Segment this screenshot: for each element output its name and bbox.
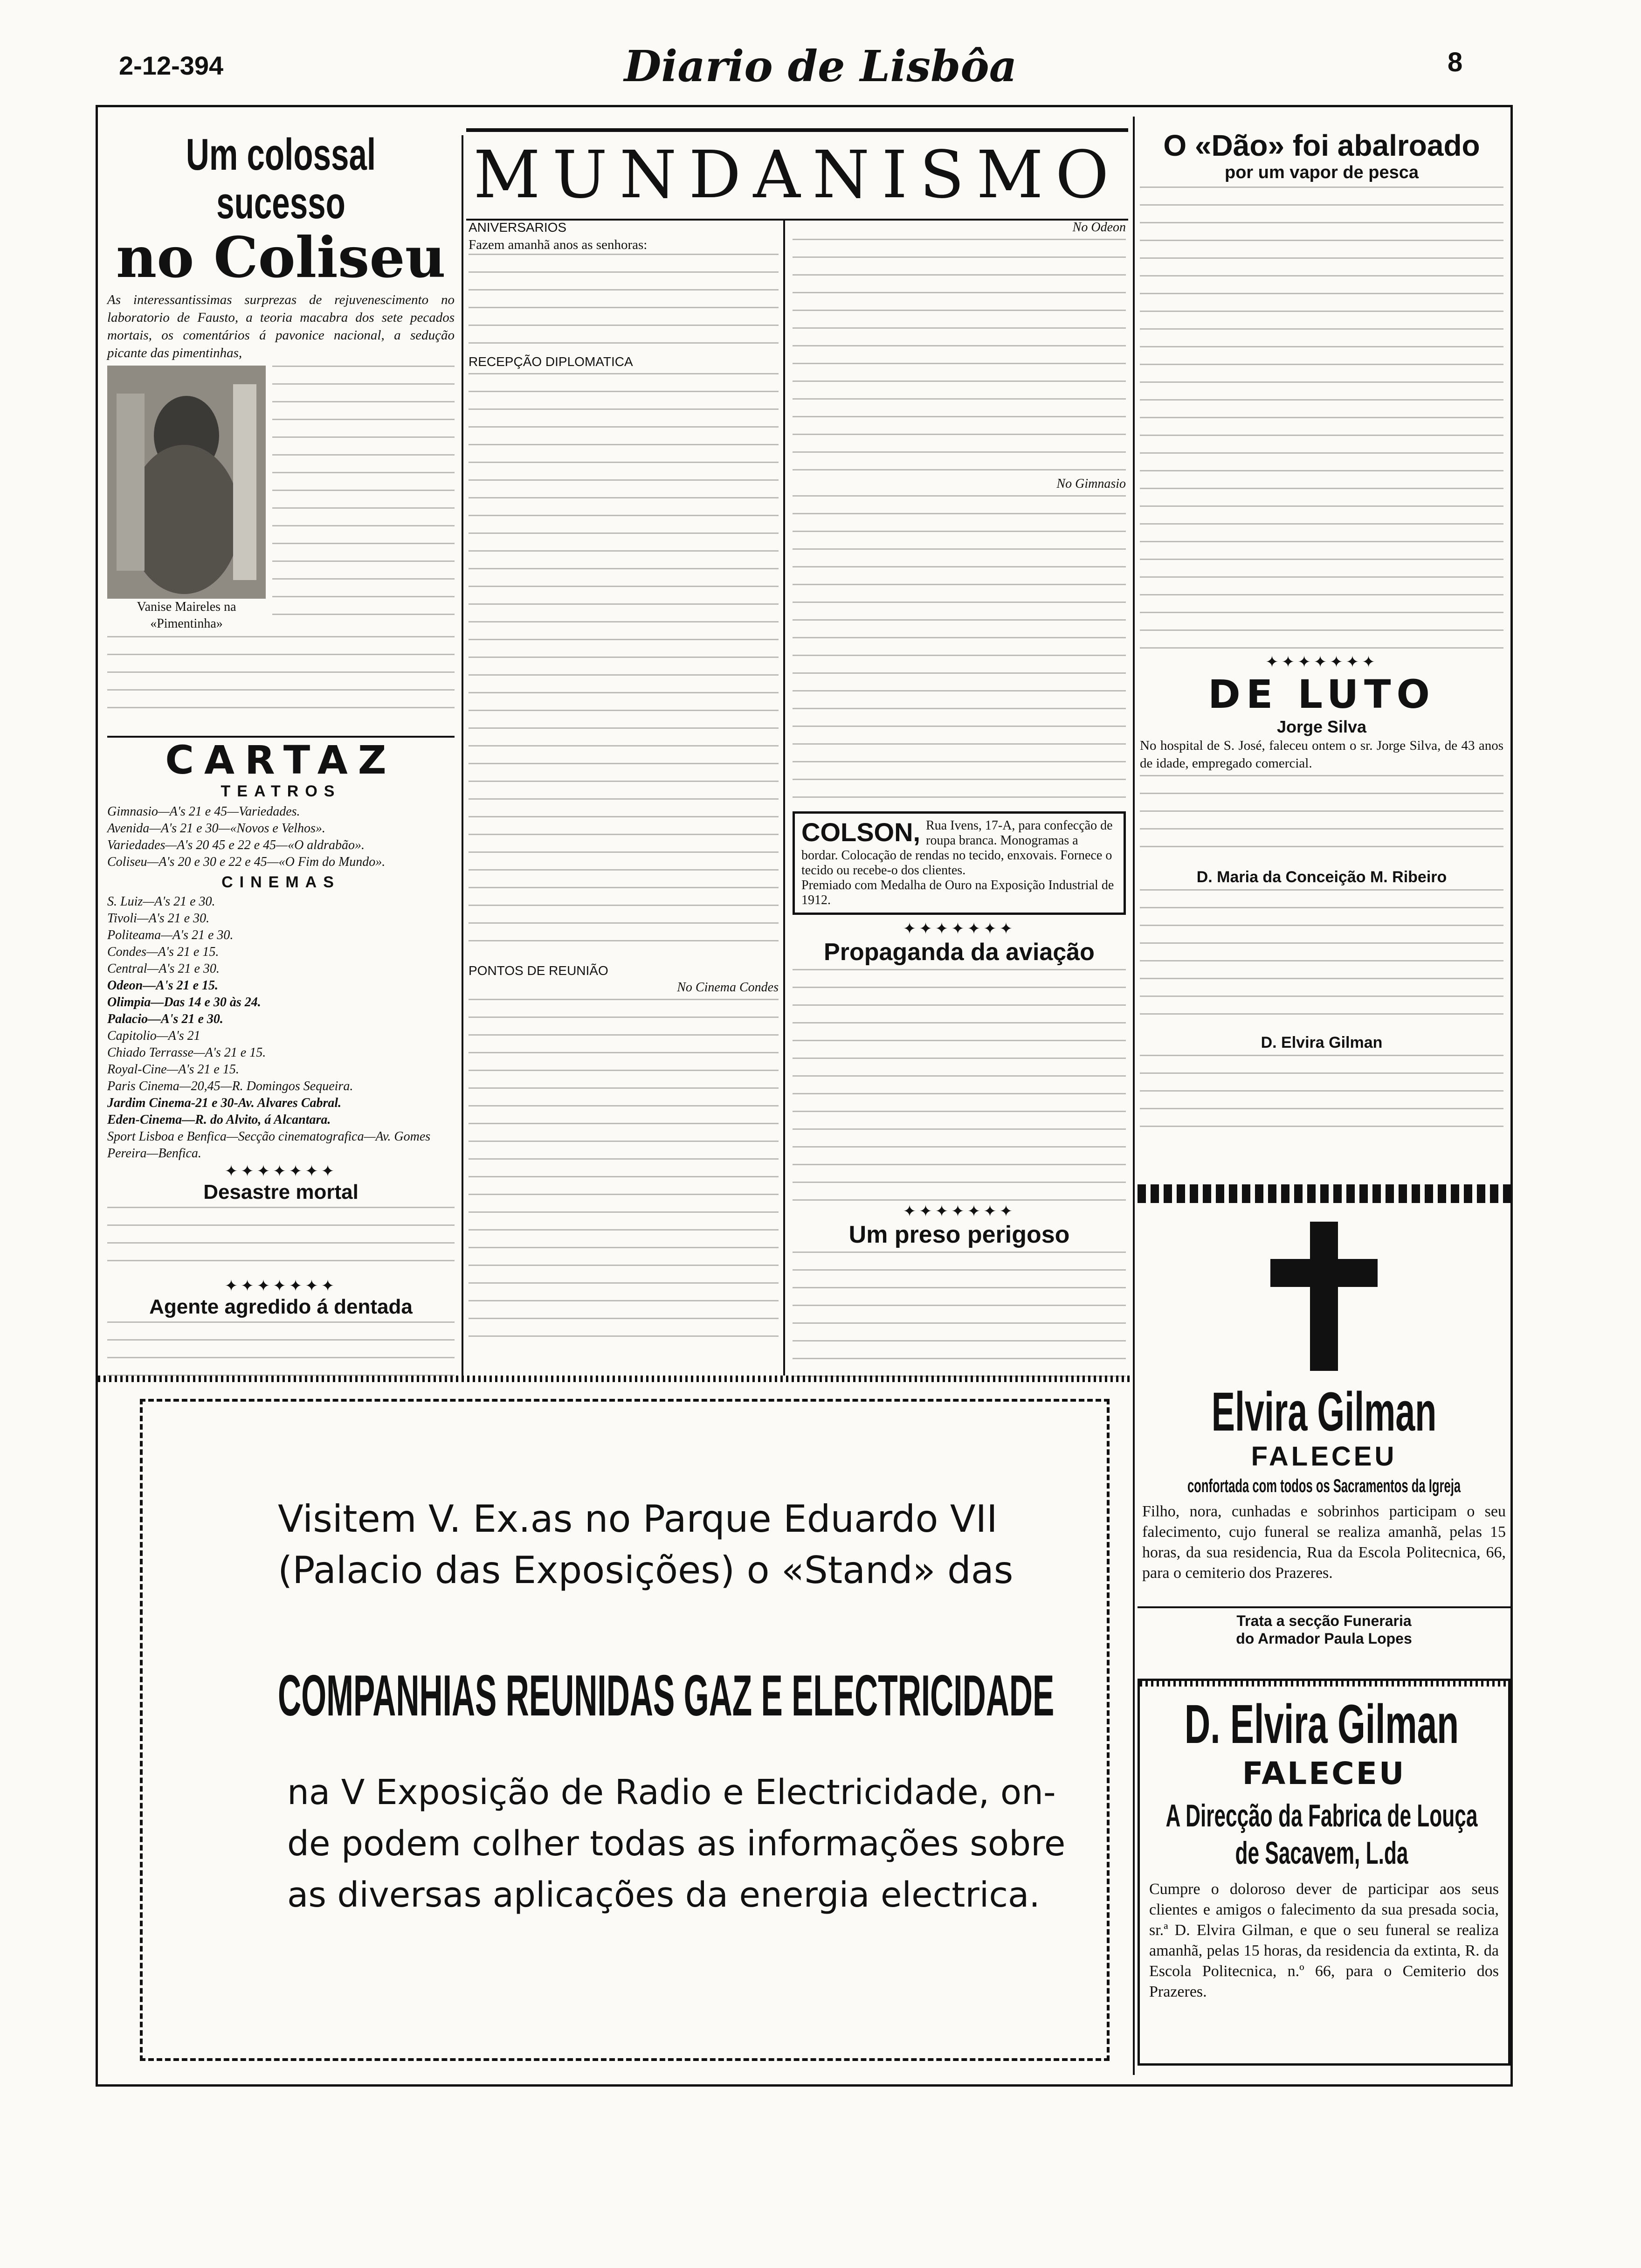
aniversarios-lead: Fazem amanhã anos as senhoras: <box>469 237 648 252</box>
preso-title: Um preso perigoso <box>848 1221 1070 1248</box>
cinema-item: S. Luiz—A's 21 e 30. <box>107 894 215 909</box>
ad-line-4: de podem colher todas as informações sobre <box>287 1824 1066 1864</box>
desastre-body <box>107 1207 455 1277</box>
ornament-divider: ✦✦✦✦✦✦✦ <box>1265 653 1378 671</box>
elvira-small-name: D. Elvira Gilman <box>1261 1034 1383 1051</box>
teatro-item: Gimnasio—A's 21 e 45—Variedades. <box>107 804 300 819</box>
cinema-item: Palacio—A's 21 e 30. <box>107 1012 223 1026</box>
teatros-title: TEATROS <box>221 782 341 800</box>
column-rule <box>462 135 463 1376</box>
obituary-elvira-2 <box>1138 1679 1510 2066</box>
ad-line-1: Visitem V. Ex.as no Parque Eduardo VII <box>278 1497 998 1541</box>
maria-name: D. Maria da Conceição M. Ribeiro <box>1196 868 1447 886</box>
aniversarios-title: ANIVERSARIOS <box>469 220 567 235</box>
cinema-item: Central—A's 21 e 30. <box>107 961 220 976</box>
photo-caption: Vanise Maireles na <box>137 600 236 614</box>
dotted-rule <box>98 1376 1133 1382</box>
mundanismo-col1 <box>469 219 779 1344</box>
coliseu-body <box>272 366 455 632</box>
odeon-venue: No Odeon <box>1072 220 1126 235</box>
obit2-faleceu: FALECEU <box>1242 1756 1406 1791</box>
obit2-company-2: de Sacavem, L.da <box>1235 1835 1408 1871</box>
colson-ad <box>793 811 1126 915</box>
colson-text: Rua Ivens, 17-A, para confecção de roupa branca. Monogramas a bordar. Colocação de rendas no tecido, enxovais. Fornece o tecido ou recebe-o dos clientes. <box>801 818 1113 878</box>
cinema-item: Eden-Cinema—R. do Alvito, á Alcantara. <box>107 1113 331 1127</box>
cinemas-list <box>107 893 455 1162</box>
agente-title: Agente agredido á dentada <box>149 1295 413 1318</box>
recepcao-title: RECEPÇÃO DIPLOMATICA <box>469 354 633 369</box>
mundanismo-masthead: MUNDANISMO <box>473 137 1121 213</box>
gimnasio-venue: No Gimnasio <box>1056 477 1126 491</box>
dao-article <box>1140 128 1503 1139</box>
cinema-item: Capitolio—A's 21 <box>107 1029 200 1043</box>
dao-subtitle: por um vapor de pesca <box>1224 163 1419 182</box>
funeraria-line: Trata a secção Funeraria <box>1236 1612 1412 1629</box>
mundanismo-col2 <box>793 219 1126 1391</box>
cartaz-title: CARTAZ <box>165 737 397 783</box>
luto-title: DE LUTO <box>1208 671 1435 717</box>
cinema-item: Chiado Terrasse—A's 21 e 15. <box>107 1045 266 1060</box>
obit2-text: Cumpre o doloroso dever de participar aos seus clientes e amigos o falecimento da sua presada socia, sr.ª D. Elvira Gilman, e que o seu funeral se realiza amanhã, pelas 15 horas, da residencia da extinta, R. da Escola Politecnica, n.º 66, para o Cemiterio dos Prazeres. <box>1149 1881 1499 2000</box>
ad-line-5: as diversas aplicações da energia electrica. <box>287 1875 1040 1915</box>
cinema-item: Royal-Cine—A's 21 e 15. <box>107 1062 239 1077</box>
obit2-name: D. Elvira Gilman <box>1184 1694 1459 1755</box>
ad-company: COMPANHIAS REUNIDAS GAZ E ELECTRICIDADE <box>278 1664 1055 1728</box>
column-rule <box>1133 117 1135 2075</box>
ornament-divider: ✦✦✦✦✦✦✦ <box>903 1202 1016 1221</box>
pontos-title: PONTOS DE REUNIÃO <box>469 963 608 978</box>
cinema-item: Paris Cinema—20,45—R. Domingos Sequeira. <box>107 1079 353 1093</box>
cross-icon <box>1270 1222 1378 1371</box>
funeraria-line-2: do Armador Paula Lopes <box>1236 1630 1412 1647</box>
obit1-sacramentos: confortada com todos os Sacramentos da Igreja <box>1187 1476 1461 1496</box>
cinema-item: Odeon—A's 21 e 15. <box>107 978 218 993</box>
coliseu-headline-2: no Coliseu <box>116 225 446 290</box>
dao-title: O «Dão» foi abalroado <box>1163 129 1480 162</box>
teatros-list <box>107 803 455 871</box>
ad-line-2: (Palacio das Exposições) o «Stand» das <box>278 1549 1014 1592</box>
coliseu-headline: Um colossal sucesso <box>186 130 376 228</box>
teatro-item: Variedades—A's 20 45 e 22 e 45—«O aldrabão». <box>107 838 365 852</box>
elvira-small-body <box>1140 1055 1503 1139</box>
cinema-item: Politeama—A's 21 e 30. <box>107 928 234 942</box>
aniversarios-body <box>469 254 779 347</box>
propaganda-body <box>793 969 1126 1202</box>
teatro-item: Coliseu—A's 20 e 30 e 22 e 45—«O Fim do Mundo». <box>107 855 386 869</box>
coliseu-intro: As interessantissimas surprezas de rejuvenescimento no laboratorio de Fausto, a teoria macabra dos sete pecados mortais, os comentários á pavonice nacional, a sedução picante das pimentinhas, <box>107 292 455 360</box>
ornament-divider: ✦✦✦✦✦✦✦ <box>224 1277 338 1295</box>
preso-body <box>793 1252 1126 1391</box>
dao-body <box>1140 187 1503 653</box>
obit1-text: Filho, nora, cunhadas e sobrinhos participam o seu falecimento, cujo funeral se realiza amanhã, pelas 15 horas, da sua residencia, Rua da Escola Politecnica, 66, para o cemiterio dos Prazeres. <box>1142 1503 1506 1582</box>
obit1-name: Elvira Gilman <box>1211 1381 1437 1443</box>
gaz-electricidade-ad <box>140 1399 1110 2061</box>
cinema-item: Jardim Cinema-21 e 30-Av. Alvares Cabral. <box>107 1096 342 1110</box>
obit1-faleceu: FALECEU <box>1251 1441 1397 1472</box>
coliseu-body-cont <box>107 636 455 725</box>
gimnasio-body <box>793 495 1126 803</box>
jorge-body <box>1140 775 1503 864</box>
cinema-item: Sport Lisboa e Benfica—Secção cinematografica—Av. Gomes Pereira—Benfica. <box>107 1129 431 1161</box>
cinema-item: Tivoli—A's 21 e 30. <box>107 911 210 926</box>
jorge-name: Jorge Silva <box>1276 717 1367 736</box>
desastre-title: Desastre mortal <box>203 1181 359 1203</box>
propaganda-title: Propaganda da aviação <box>824 939 1095 966</box>
ornament-divider: ✦✦✦✦✦✦✦ <box>903 920 1016 938</box>
pontos-venue: No Cinema Condes <box>677 980 779 995</box>
recepcao-body <box>469 373 779 956</box>
newspaper-title: Diario de Lisbôa <box>624 41 1017 91</box>
actress-photo <box>107 366 266 599</box>
page-number: 8 <box>1448 47 1463 77</box>
cinema-item: Olimpia—Das 14 e 30 às 24. <box>107 995 261 1010</box>
mourning-band <box>1138 1184 1510 1203</box>
teatro-item: Avenida—A's 21 e 30—«Novos e Velhos». <box>107 821 325 836</box>
colson-prize: Premiado com Medalha de Ouro na Exposição Industrial de 1912. <box>801 878 1114 907</box>
obituary-elvira-1 <box>1138 1184 1510 1653</box>
odeon-body <box>793 239 1126 472</box>
ad-line-3: na V Exposição de Radio e Electricidade, on- <box>287 1772 1056 1812</box>
ornament-divider: ✦✦✦✦✦✦✦ <box>224 1162 338 1181</box>
photo-caption-2: «Pimentinha» <box>150 616 223 631</box>
issue-date: 2-12-394 <box>119 51 224 80</box>
coliseu-article <box>107 131 455 1391</box>
obit2-company: A Direcção da Fabrica de Louça <box>1165 1798 1478 1833</box>
mundanismo-masthead-box <box>466 128 1128 221</box>
column-rule <box>783 219 785 1376</box>
cinemas-title: CINEMAS <box>221 873 340 891</box>
maria-body <box>1140 889 1503 1029</box>
jorge-text: No hospital de S. José, faleceu ontem o sr. Jorge Silva, de 43 anos de idade, empregado comercial. <box>1140 738 1503 771</box>
pontos-body <box>469 999 779 1344</box>
cinema-item: Condes—A's 21 e 15. <box>107 945 219 959</box>
colson-name: COLSON, <box>801 817 921 847</box>
